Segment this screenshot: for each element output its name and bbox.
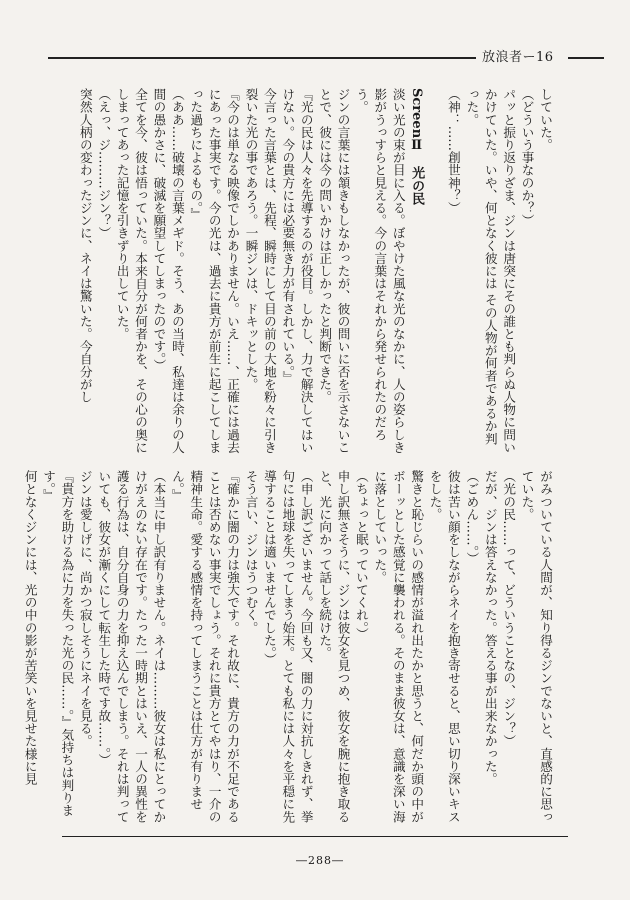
paragraph: （えっ、ジ………ジン？） (96, 88, 112, 240)
paragraph: 『光の民は人々を先導するのが役目。しかし、力で解決してはいけない。今の貴方には必要無き力が有されている。』 (280, 88, 314, 454)
paragraph: （本当に申し訳有りません。ネイは………彼女は私にとってかけがえのない存在です。たった一時期とはいえ、一人の異性を護る行為は、自分自身の力を抑え込んでしまう。それは判っていても、彼女が漸くにして転生した時です故……。） (96, 470, 167, 823)
paragraph: （光の民……って、どういうことなの、ジン？） (501, 470, 517, 748)
blank-line (425, 88, 443, 456)
text-column-top (64, 88, 554, 456)
paragraph: ジンは愛しげに、尚かつ寂しそうにネイを見る。 (77, 470, 93, 748)
paragraph: 彼は苦い顔をしながらネイを抱き寄せると、思い切り深いキスをした。 (427, 470, 461, 823)
running-header-title: 放浪者ー16 (482, 50, 554, 65)
paragraph: （どういう事なのか？） (519, 88, 535, 227)
paragraph: そう言い、ジンはうつむく。 (243, 470, 259, 634)
paragraph: パッと振り返りざま、ジンは唐突にその誰とも判らぬ人物に問いかけていた。いや、何となく彼には その人物が何者であるか判った。 (464, 88, 517, 454)
paragraph: 突然人柄の変わったジンに、ネイは驚いた。今自分がし (77, 88, 93, 403)
paragraph: 『今のは単なる映像でしかありません。いえ……、正確には過去にあった事実です。今の光は、過去に貴方が前生に起こしてしまった過ちによるもの。』 (188, 88, 241, 454)
section-heading: ScreenⅡ 光の民 (409, 88, 425, 206)
text-column-bottom (22, 470, 554, 830)
paragraph: 申し訳無さそうに、ジンは彼女を見つめ、彼女を腕に抱き取ると、光に向かって話しを続けた。 (317, 470, 351, 823)
paragraph: （神：……創世神？） (445, 88, 461, 214)
paragraph: がみついている人間が、知り得るジンでないと、直感的に思っていた。 (519, 470, 553, 823)
page-number: ―288― (296, 854, 344, 867)
paragraph: 何となくジンには、光の中の影が苦笑いを見せた様に見 (22, 470, 38, 785)
paragraph: 今言った言葉とは、先程、瞬時にして目の前の大地を粉々に引き裂いた光の事であろう。一瞬ジンは、ドキッとした。 (243, 88, 277, 454)
paragraph: ジンの言葉には頷きもしなかったが、彼の問いに否を示さないことで、彼には今の問いかけは正しかったと判断できた。 (317, 88, 351, 454)
paragraph: していた。 (538, 88, 553, 151)
header-rule-right (568, 57, 604, 59)
paragraph: （ちょっと眠っていてくれ。） (353, 470, 369, 641)
paragraph: だが、ジンは答えなかった。答える事が出来なかった。 (482, 470, 498, 785)
paragraph: （ああ……破壊の言葉メギド。そう、あの当時、私達は余りの人間の愚かさに、破滅を願望してしまったのです。） (151, 88, 185, 454)
paragraph: 全てを今、彼は悟っていた。本来自分が何者かを、その心の奥にしまってあった記憶を引きずり出していた。 (114, 88, 149, 454)
footer-rule (62, 836, 568, 837)
header-rule (48, 57, 476, 59)
paragraph: 『貴方を助ける為に力を失った光の民……。』気持ちは判ります。』 (41, 470, 75, 817)
paragraph: （申し訳ございません。今回も又、闇の力に対抗しきれず、挙句には地球を失ってしまう始末。とても私には人々を平穏に先導することは適いませんでした。） (261, 470, 314, 823)
paragraph: 淡い光の束が目に入る。ぼやけた風な光のなかに、人の姿らしき影がうっすらと見える。今の言葉はそれから発せられたのだろう。 (353, 88, 406, 454)
paragraph: （ごめん……。） (464, 470, 480, 565)
paragraph: 『確かに闇の力は強大です。それ故に、貴方の力が不足であることは否めない事実でしょう。それに貴方とてやはり、一介の精神生命。愛する感情を持ってしまうことは仕方が有りません。』 (169, 470, 241, 823)
paragraph: 驚きと恥じらいの感情が溢れ出たかと思うと、何だか頭の中がボーッとした感覚に襲われる。そのまま彼女は、意識を深い海に落としていった。 (372, 470, 425, 823)
